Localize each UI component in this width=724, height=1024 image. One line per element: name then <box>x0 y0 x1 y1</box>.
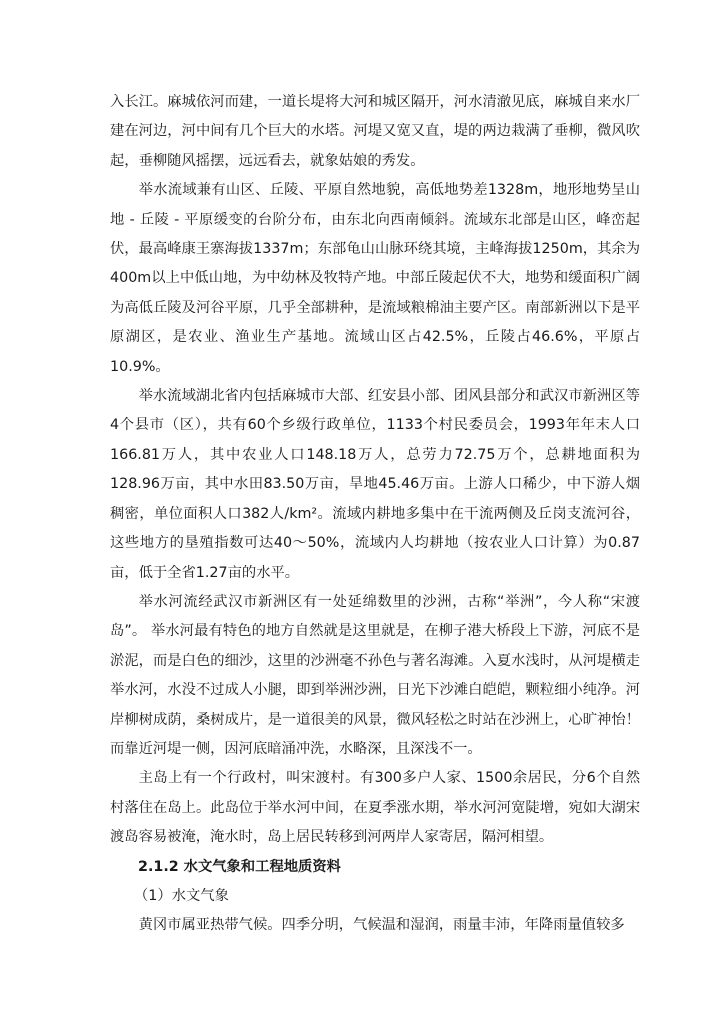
paragraph-6: 黄冈市属亚热带气候。四季分明，气候温和湿润，雨量丰沛，年降雨量值较多 <box>138 917 625 934</box>
subsection-heading: （1）水文气象 <box>134 887 229 904</box>
paragraph-1: 入长江。麻城依河而建，一道长堤将大河和城区隔开，河水清澈见底，麻城自来水厂建在河边，河中间有几个巨大的水塔。河堤又宽又直，堤的两边栽满了垂柳，微风吹起，垂柳随风摇摆，远远看去，就象姑娘的秀发。 <box>110 94 640 169</box>
paragraph-4: 举水河流经武汉市新洲区有一处延绵数里的沙洲，古称“举洲”，今人称“宋渡岛”。 举水河最有特色的地方自然就是这里就是，在柳子港大桥段上下游，河底不是淤泥，而是白色的细沙，这里的沙洲毫不孙色与著名海滩。入夏水浅时，从河堤横走举水河，水没不过成人小腿，即到举洲沙洲，日光下沙滩白皑皑，颗粒细小纯净。河岸柳树成荫，桑树成片，是一道很美的风景，微风轻松之时站在沙洲上，心旷神怡！而靠近河堤一侧，因河底暗涌冲洗，水略深，且深浅不一。 <box>110 593 640 757</box>
document-page <box>110 88 640 941</box>
section-heading: 2.1.2 水文气象和工程地质资料 <box>138 858 341 875</box>
paragraph-5: 主岛上有一个行政村，叫宋渡村。有300多户人家、1500余居民，分6个自然村落住在岛上。此岛位于举水河中间，在夏季涨水期，举水河河宽陡增，宛如大湖宋渡岛容易被淹，淹水时，岛上居民转移到河两岸人家寄居，隔河相望。 <box>110 770 640 846</box>
paragraph-3: 举水流域湖北省内包括麻城市大部、红安县小部、团风县部分和武汉市新洲区等4个县市（区），共有60个乡级行政单位，1133个村民委员会，1993年年末人口166.81万人，其中农业人口148.18万人，总劳力72.75万个，总耕地面积为128.96万亩，其中水田83.50万亩，旱地45.46万亩。上游人口稀少，中下游人烟稠密，单位面积人口382人/km²。流域内耕地多集中在干流两侧及丘岗支流河谷，这些地方的垦殖指数可达40～50%，流域内人均耕地（按农业人口计算）为0.87亩，低于全省1.27亩的水平。 <box>110 388 640 581</box>
paragraph-2: 举水流域兼有山区、丘陵、平原自然地貌，高低地势差1328m，地形地势呈山地 - 丘陵 - 平原缓变的台阶分布，由东北向西南倾斜。流域东北部是山区，峰峦起伏，最高峰康王寨海拔1337m；东部龟山山脉环绕其境，主峰海拔1250m，其余为400m以上中低山地，为中幼林及牧特产地。中部丘陵起伏不大，地势和缓面积广阔为高低丘陵及河谷平原，几乎全部耕种，是流域粮棉油主要产区。南部新洲以下是平原湖区，是农业、渔业生产基地。流域山区占42.5%，丘陵占46.6%，平原占10.9%。 <box>110 182 640 375</box>
